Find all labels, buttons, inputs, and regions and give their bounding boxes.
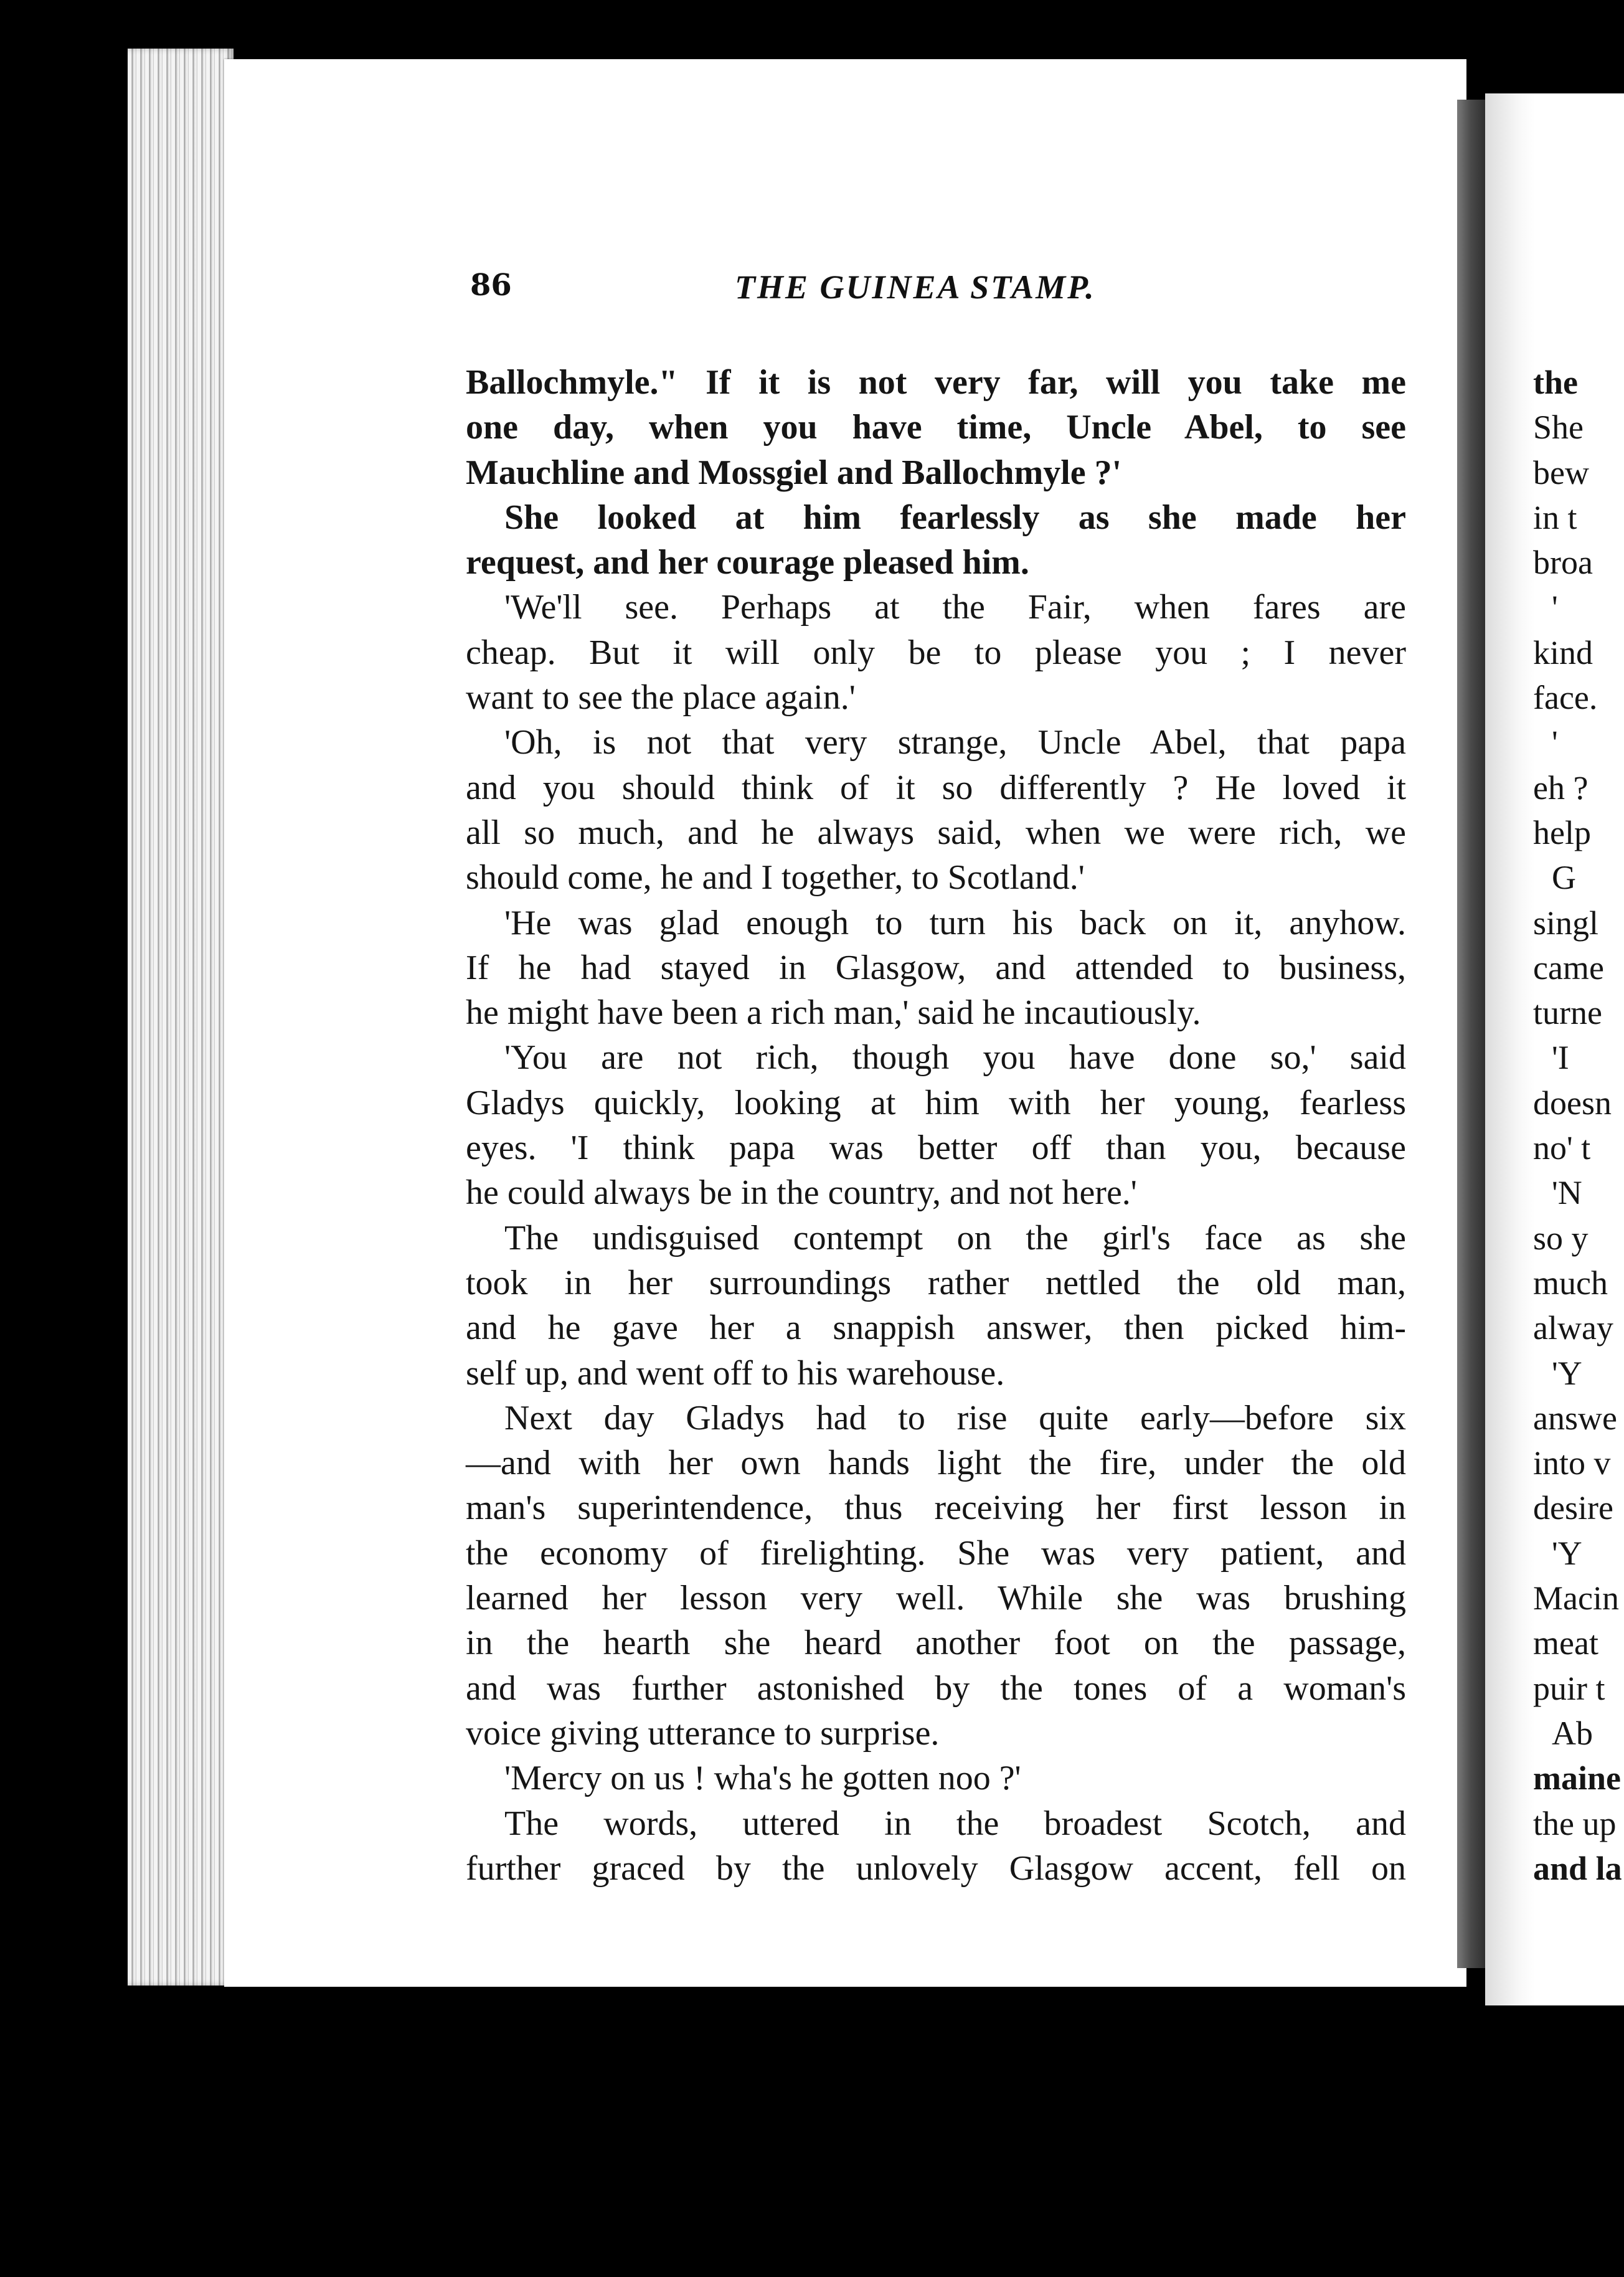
right-text-line: ' [1552, 724, 1558, 762]
right-text-line: help [1533, 813, 1591, 851]
text-line: —and with her own hands light the fire, under the old [466, 1444, 1406, 1483]
right-text-line: ' [1552, 589, 1558, 627]
text-line: Gladys quickly, looking at him with her young, fearless [466, 1083, 1406, 1122]
text-line: and he gave her a snappish answer, then picked him- [466, 1309, 1406, 1348]
right-text-line: answe [1533, 1399, 1617, 1437]
right-text-line: into v [1533, 1444, 1611, 1482]
right-text-line: 'I [1552, 1039, 1569, 1077]
right-text-line: so y [1533, 1219, 1589, 1257]
text-line: The undisguised contempt on the girl's face as she [504, 1218, 1406, 1257]
text-line: 'He was glad enough to turn his back on it, anyhow. [504, 903, 1406, 942]
right-text-line: in t [1533, 498, 1577, 536]
right-text-line: Macin [1533, 1579, 1619, 1617]
right-text-line: the up [1533, 1804, 1617, 1842]
text-line: self up, and went off to his warehouse. [466, 1353, 1005, 1393]
right-text-line: and la [1533, 1849, 1622, 1887]
right-text-line: maine [1533, 1759, 1621, 1797]
text-line: he could always be in the country, and not here.' [466, 1173, 1137, 1213]
right-text-line: came [1533, 949, 1604, 987]
right-text-line: Ab [1552, 1714, 1593, 1752]
right-text-line: turne [1533, 994, 1602, 1032]
text-line: and was further astonished by the tones of a woman's [466, 1669, 1406, 1708]
text-line: 'We'll see. Perhaps at the Fair, when fares are [504, 588, 1406, 627]
right-text-line: G [1552, 859, 1576, 897]
text-line: and you should think of it so differently ? He loved it [466, 768, 1406, 807]
right-text-line: 'Y [1552, 1534, 1582, 1572]
text-line: he might have been a rich man,' said he incautiously. [466, 993, 1201, 1033]
text-line: all so much, and he always said, when we were rich, we [466, 813, 1406, 852]
text-line: in the hearth she heard another foot on the passage, [466, 1624, 1406, 1663]
text-line: Next day Gladys had to rise quite early—before six [504, 1398, 1406, 1437]
text-line: should come, he and I together, to Scotland.' [466, 858, 1085, 897]
text-line: Ballochmyle." If it is not very far, will you take me [466, 363, 1406, 402]
text-line: 'Oh, is not that very strange, Uncle Abel, that papa [504, 723, 1406, 762]
text-line: 'Mercy on us ! wha's he gotten noo ?' [504, 1759, 1021, 1798]
page-edge-stack [128, 49, 234, 1986]
right-text-line: kind [1533, 633, 1593, 671]
text-line: learned her lesson very well. While she was brushing [466, 1579, 1406, 1618]
right-text-line: singl [1533, 904, 1599, 942]
right-page-text [1533, 360, 1624, 1891]
right-text-line: broa [1533, 544, 1593, 582]
text-line: voice giving utterance to surprise. [466, 1713, 940, 1753]
text-line: If he had stayed in Glasgow, and attended to business, [466, 948, 1406, 987]
text-line: further graced by the unlovely Glasgow accent, fell on [466, 1849, 1406, 1888]
right-text-line: eh ? [1533, 769, 1589, 807]
text-line: 'You are not rich, though you have done so,' said [504, 1038, 1406, 1077]
text-line: eyes. 'I think papa was better off than you, because [466, 1129, 1406, 1168]
right-text-line: much [1533, 1264, 1608, 1302]
text-line: The words, uttered in the broadest Scotch, and [504, 1804, 1406, 1843]
right-text-line: desire [1533, 1489, 1613, 1527]
text-line: man's superintendence, thus receiving her first lesson in [466, 1489, 1406, 1528]
page-header-title: THE GUINEA STAMP. [735, 268, 1096, 306]
text-line: cheap. But it will only be to please you ; I never [466, 633, 1406, 672]
right-text-line: face. [1533, 679, 1598, 717]
right-text-line: no' t [1533, 1129, 1591, 1167]
text-line: want to see the place again.' [466, 678, 856, 717]
right-text-line: 'N [1552, 1174, 1582, 1212]
right-text-line: alway [1533, 1309, 1613, 1347]
right-text-line: the [1533, 364, 1578, 401]
running-header [470, 268, 1466, 318]
right-text-line: 'Y [1552, 1354, 1582, 1392]
text-line: the economy of firelighting. She was very patient, and [466, 1533, 1406, 1573]
text-line: She looked at him fearlessly as she made her [504, 498, 1406, 537]
right-text-line: meat [1533, 1624, 1598, 1662]
text-line: took in her surroundings rather nettled the old man, [466, 1263, 1406, 1302]
text-line: Mauchline and Mossgiel and Ballochmyle ?' [466, 453, 1122, 492]
text-line: one day, when you have time, Uncle Abel, to see [466, 408, 1406, 447]
right-text-line: She [1533, 409, 1584, 447]
page-number: 86 [470, 268, 512, 303]
left-page-text [466, 360, 1406, 1891]
right-text-line: doesn [1533, 1084, 1612, 1122]
right-text-line: bew [1533, 453, 1589, 491]
right-text-line: puir t [1533, 1669, 1605, 1707]
text-line: request, and her courage pleased him. [466, 543, 1029, 582]
